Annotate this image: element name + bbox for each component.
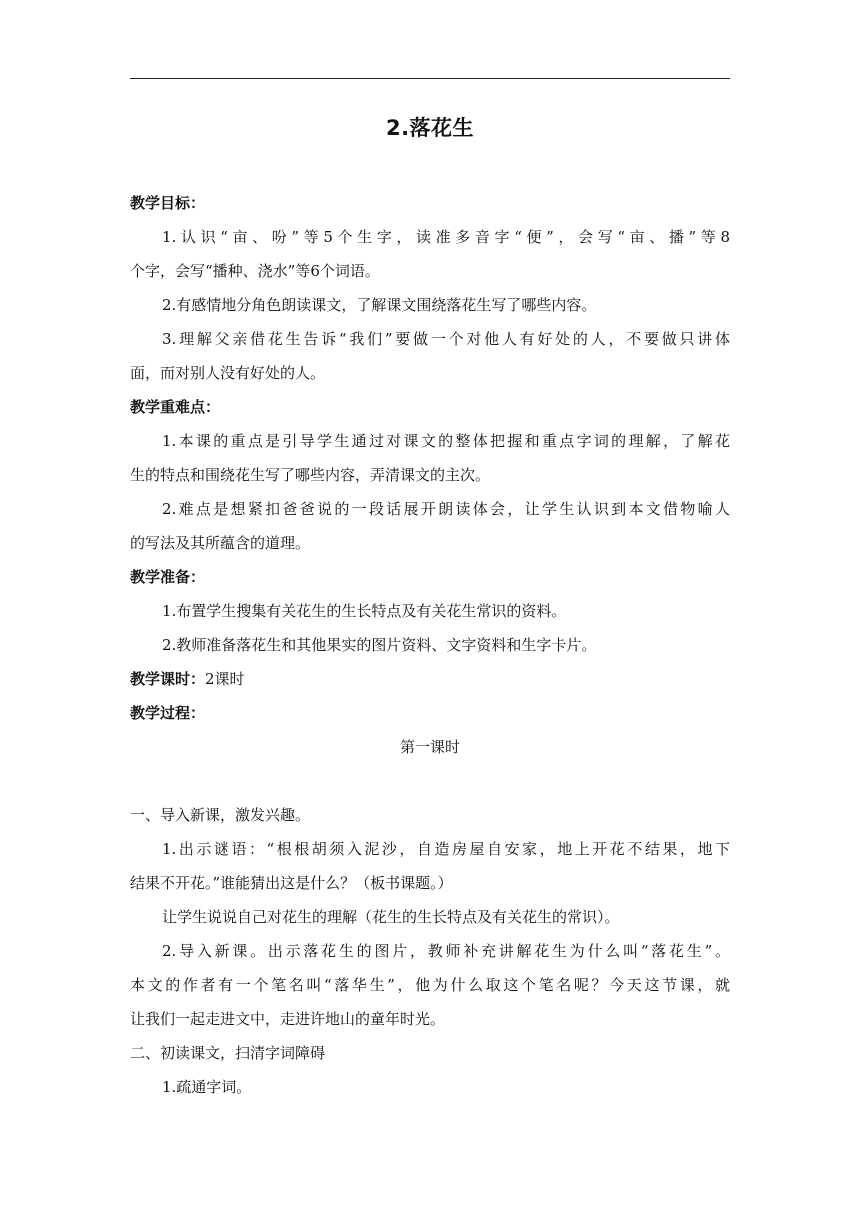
key-point-1-line-2: 生的特点和围绕花生写了哪些内容，弄清课文的主次。: [130, 466, 491, 484]
class-hours-value: 2课时: [205, 670, 245, 688]
section-1-note: 让学生说说自己对花生的理解（花生的生长特点及有关花生的常识）。: [162, 908, 620, 926]
document-page: [130, 0, 730, 1216]
key-point-2-line-1: 2.难点是想紧扣爸爸说的一段话展开朗读体会，让学生认识到本文借物喻人: [162, 500, 730, 518]
process-heading: 教学过程：: [130, 704, 206, 722]
objectives-heading: 教学目标：: [130, 194, 206, 212]
section-2-title: 二、初读课文，扫清字词障碍: [130, 1044, 326, 1062]
section-1-item-1-line-2: 结果不开花。”谁能猜出这是什么？（板书课题。）: [130, 874, 453, 892]
blank-spacer: [130, 764, 730, 798]
objective-1-line-2: 个字，会写“播种、浇水”等6个词语。: [130, 262, 380, 280]
preparation-1: 1.布置学生搜集有关花生的生长特点及有关花生常识的资料。: [162, 602, 567, 620]
section-1-item-2-line-2: 本文的作者有一个笔名叫“落华生”，他为什么取这个笔名呢？今天这节课，就: [130, 976, 730, 994]
objective-2: 2.有感情地分角色朗读课文，了解课文围绕落花生写了哪些内容。: [162, 296, 597, 314]
key-points-heading: 教学重难点：: [130, 398, 221, 416]
preparation-heading: 教学准备：: [130, 568, 206, 586]
preparation-2: 2.教师准备落花生和其他果实的图片资料、文字资料和生字卡片。: [162, 636, 597, 654]
class-hours-heading: 教学课时：: [130, 670, 206, 688]
key-point-2-line-2: 的写法及其所蕴含的道理。: [130, 534, 311, 552]
objective-1-line-1: 1.认识“亩、吩”等5个生字，读准多音字“便”，会写“亩、播”等8: [162, 228, 730, 246]
section-1-item-2-line-3: 让我们一起走进文中，走进许地山的童年时光。: [130, 1010, 446, 1028]
section-2-item-1: 1.疏通字词。: [162, 1078, 252, 1096]
objective-3-line-1: 3.理解父亲借花生告诉“我们”要做一个对他人有好处的人，不要做只讲体: [162, 330, 730, 348]
header-rule: [130, 78, 730, 79]
objective-3-line-2: 面，而对别人没有好处的人。: [130, 364, 326, 382]
section-1-item-1-line-1: 1.出示谜语：“根根胡须入泥沙，自造房屋自安家，地上开花不结果，地下: [162, 840, 730, 858]
document-body: [130, 186, 730, 1104]
session-title: 第一课时: [399, 738, 460, 756]
section-1-title: 一、导入新课，激发兴趣。: [130, 806, 311, 824]
key-point-1-line-1: 1.本课的重点是引导学生通过对课文的整体把握和重点字词的理解，了解花: [162, 432, 730, 450]
lesson-title: 2.落花生: [385, 116, 475, 140]
class-hours: [130, 662, 730, 696]
section-1-item-2-line-1: 2.导入新课。出示落花生的图片，教师补充讲解花生为什么叫“落花生”。: [162, 942, 730, 960]
